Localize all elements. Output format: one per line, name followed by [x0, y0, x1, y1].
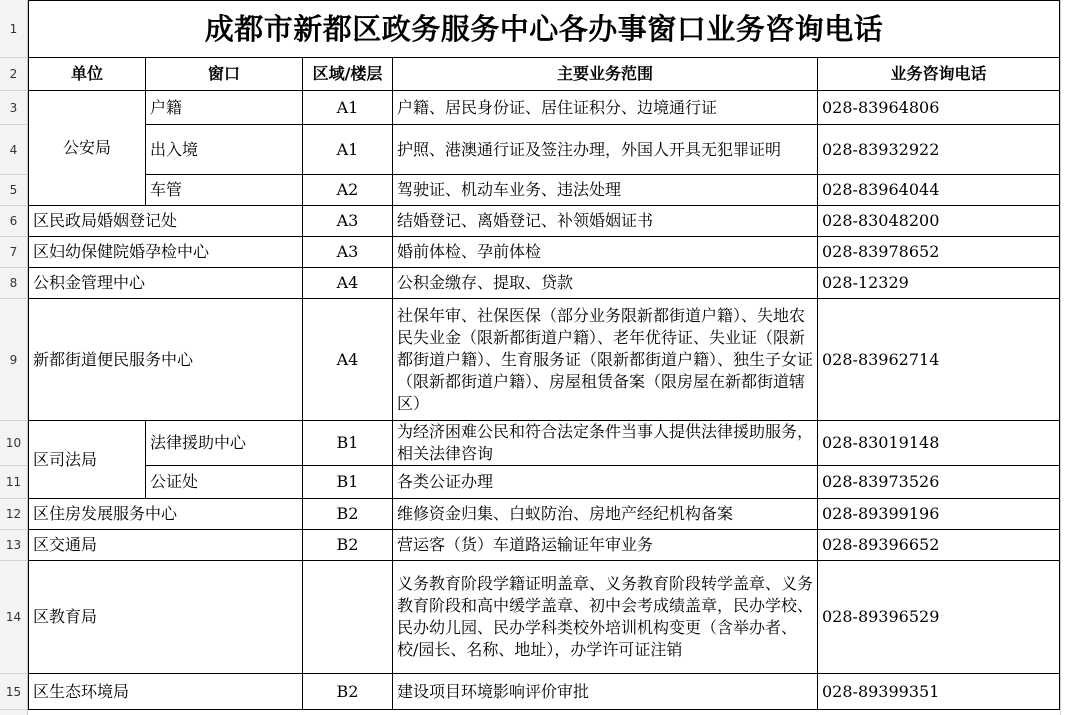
- cell-floor[interactable]: A3: [303, 237, 393, 268]
- cell-unit[interactable]: 公安局: [28, 91, 146, 206]
- cell-floor[interactable]: A4: [303, 299, 393, 421]
- cell-floor[interactable]: A3: [303, 206, 393, 237]
- cell-floor[interactable]: A2: [303, 175, 393, 206]
- cell-unit[interactable]: 区教育局: [28, 561, 303, 674]
- cell-scope[interactable]: 维修资金归集、白蚁防治、房地产经纪机构备案: [393, 499, 818, 530]
- cell-scope-text: 义务教育阶段学籍证明盖章、义务教育阶段转学盖章、义务教育阶段和高中缓学盖章、初中会考成绩盖章，民办学校、民办幼儿园、民办学科类校外培训机构变更（含举办者、校/园长、名称、地址），办学许可证注销: [397, 574, 814, 659]
- cell-scope[interactable]: 各类公证办理: [393, 466, 818, 499]
- header-scope[interactable]: 主要业务范围: [393, 58, 818, 91]
- cell-floor[interactable]: A1: [303, 125, 393, 175]
- cell-unit[interactable]: 区住房发展服务中心: [28, 499, 303, 530]
- cell-unit[interactable]: 区司法局: [28, 421, 146, 499]
- cell-scope[interactable]: 建设项目环境影响评价审批: [393, 674, 818, 710]
- cell-scope[interactable]: 结婚登记、离婚登记、补领婚姻证书: [393, 206, 818, 237]
- column-divider: [1060, 0, 1061, 715]
- row-number[interactable]: 6: [0, 206, 27, 237]
- cell-phone[interactable]: 028-83973526: [818, 466, 1060, 499]
- row-number[interactable]: 4: [0, 125, 27, 175]
- cell-unit[interactable]: 新都街道便民服务中心: [28, 299, 303, 421]
- cell-floor[interactable]: B1: [303, 421, 393, 466]
- row-number[interactable]: 3: [0, 91, 27, 125]
- cell-floor[interactable]: B1: [303, 466, 393, 499]
- cell-phone[interactable]: 028-83964806: [818, 91, 1060, 125]
- row-number[interactable]: 5: [0, 175, 27, 206]
- cell-floor[interactable]: B2: [303, 499, 393, 530]
- cell-phone[interactable]: 028-83964044: [818, 175, 1060, 206]
- cell-scope[interactable]: 户籍、居民身份证、居住证积分、边境通行证: [393, 91, 818, 125]
- cell-phone[interactable]: 028-83978652: [818, 237, 1060, 268]
- cell-window[interactable]: 户籍: [146, 91, 303, 125]
- cell-phone[interactable]: 028-83932922: [818, 125, 1060, 175]
- cell-window[interactable]: 车管: [146, 175, 303, 206]
- row-number[interactable]: 8: [0, 268, 27, 299]
- row-number[interactable]: 14: [0, 561, 27, 674]
- header-window[interactable]: 窗口: [146, 58, 303, 91]
- row-number[interactable]: 9: [0, 299, 27, 421]
- cell-phone[interactable]: 028-89399351: [818, 674, 1060, 710]
- cell-scope[interactable]: 驾驶证、机动车业务、违法处理: [393, 175, 818, 206]
- cell-phone[interactable]: 028-83048200: [818, 206, 1060, 237]
- cell-scope[interactable]: [393, 299, 818, 421]
- row-number[interactable]: 10: [0, 421, 27, 466]
- row-number[interactable]: 1: [0, 0, 27, 58]
- cell-unit[interactable]: 区妇幼保健院婚孕检中心: [28, 237, 303, 268]
- cell-unit[interactable]: 公积金管理中心: [28, 268, 303, 299]
- cell-phone[interactable]: 028-89396529: [818, 561, 1060, 674]
- cell-unit[interactable]: 区民政局婚姻登记处: [28, 206, 303, 237]
- header-phone[interactable]: 业务咨询电话: [818, 58, 1060, 91]
- cell-scope[interactable]: [393, 561, 818, 674]
- cell-window[interactable]: 公证处: [146, 466, 303, 499]
- cell-scope[interactable]: 公积金缴存、提取、贷款: [393, 268, 818, 299]
- cell-scope-text: 护照、港澳通行证及签注办理，外国人开具无犯罪证明: [397, 139, 782, 159]
- cell-window[interactable]: 出入境: [146, 125, 303, 175]
- cell-unit[interactable]: 区交通局: [28, 530, 303, 561]
- cell-scope[interactable]: 婚前体检、孕前体检: [393, 237, 818, 268]
- cell-phone[interactable]: 028-89396652: [818, 530, 1060, 561]
- cell-scope[interactable]: 营运客（货）车道路运输证年审业务: [393, 530, 818, 561]
- cell-phone[interactable]: 028-89399196: [818, 499, 1060, 530]
- sheet-title[interactable]: 成都市新都区政务服务中心各办事窗口业务咨询电话: [28, 0, 1060, 58]
- cell-scope-text: 为经济困难公民和符合法定条件当事人提供法律援助服务，相关法律咨询: [397, 422, 814, 463]
- row-number[interactable]: 13: [0, 530, 27, 561]
- row-number[interactable]: 11: [0, 466, 27, 499]
- header-unit[interactable]: 单位: [28, 58, 146, 91]
- cell-phone[interactable]: 028-12329: [818, 268, 1060, 299]
- cell-phone[interactable]: 028-83962714: [818, 299, 1060, 421]
- cell-floor[interactable]: A4: [303, 268, 393, 299]
- row-number[interactable]: 7: [0, 237, 27, 268]
- cell-floor[interactable]: B2: [303, 674, 393, 710]
- row-number[interactable]: 2: [0, 58, 27, 91]
- cell-scope-text: 社保年审、社保医保（部分业务限新都街道户籍）、失地农民失业金（限新都街道户籍）、老年优待证、失业证（限新都街道户籍）、生育服务证（限新都街道户籍）、独生子女证（限新都街道户籍）、房屋租赁备案（限房屋在新都街道辖区）: [397, 305, 814, 413]
- row-number[interactable]: 15: [0, 674, 27, 710]
- cell-window[interactable]: 法律援助中心: [146, 421, 303, 466]
- cell-phone[interactable]: 028-83019148: [818, 421, 1060, 466]
- row-number[interactable]: 12: [0, 499, 27, 530]
- header-floor[interactable]: 区域/楼层: [303, 58, 393, 91]
- cell-unit[interactable]: 区生态环境局: [28, 674, 303, 710]
- cell-floor[interactable]: [303, 561, 393, 674]
- cell-scope[interactable]: [393, 125, 818, 175]
- cell-floor[interactable]: B2: [303, 530, 393, 561]
- cell-scope[interactable]: [393, 421, 818, 466]
- cell-floor[interactable]: A1: [303, 91, 393, 125]
